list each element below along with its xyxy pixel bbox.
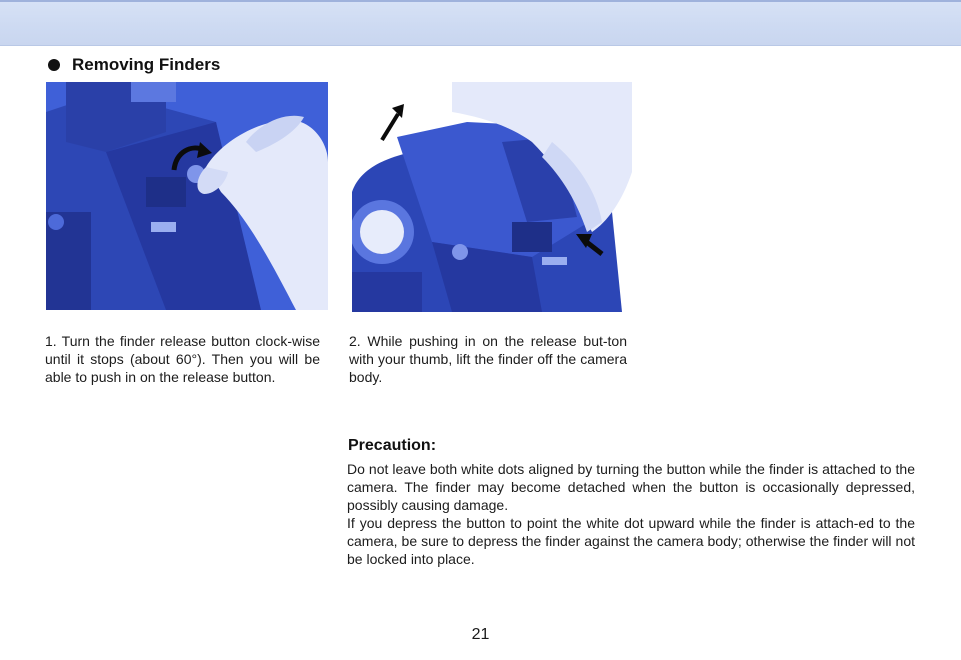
precaution-title: Precaution: <box>348 437 437 454</box>
precaution-paragraph-2: If you depress the button to point the white dot upward while the finder is attach-ed to the camera, be sure to depress the finder against the camera body; otherwise the finder will not be locked into place. <box>347 515 915 567</box>
step1-photo <box>46 82 328 310</box>
section-heading <box>48 55 220 75</box>
header-band <box>0 0 961 46</box>
bullet-icon <box>48 59 60 71</box>
precaution-body <box>347 460 915 568</box>
step2-photo <box>352 82 632 312</box>
section-heading-text: Removing Finders <box>72 55 221 74</box>
precaution-paragraph-1: Do not leave both white dots aligned by turning the button while the finder is attached to the camera. The finder may become detached when the button is occasionally depressed, possibly causing damage. <box>347 461 915 513</box>
header-band-line <box>0 0 961 2</box>
page-number: 21 <box>471 626 490 643</box>
step2-caption: 2. While pushing in on the release but-ton with your thumb, lift the finder off the camera body. <box>349 333 627 385</box>
camera-finder-lift-photo-icon <box>352 82 632 312</box>
camera-finder-release-photo-icon <box>46 82 328 310</box>
step1-caption: 1. Turn the finder release button clock-wise until it stops (about 60°). Then you will be able to push in on the release button. <box>45 333 320 385</box>
